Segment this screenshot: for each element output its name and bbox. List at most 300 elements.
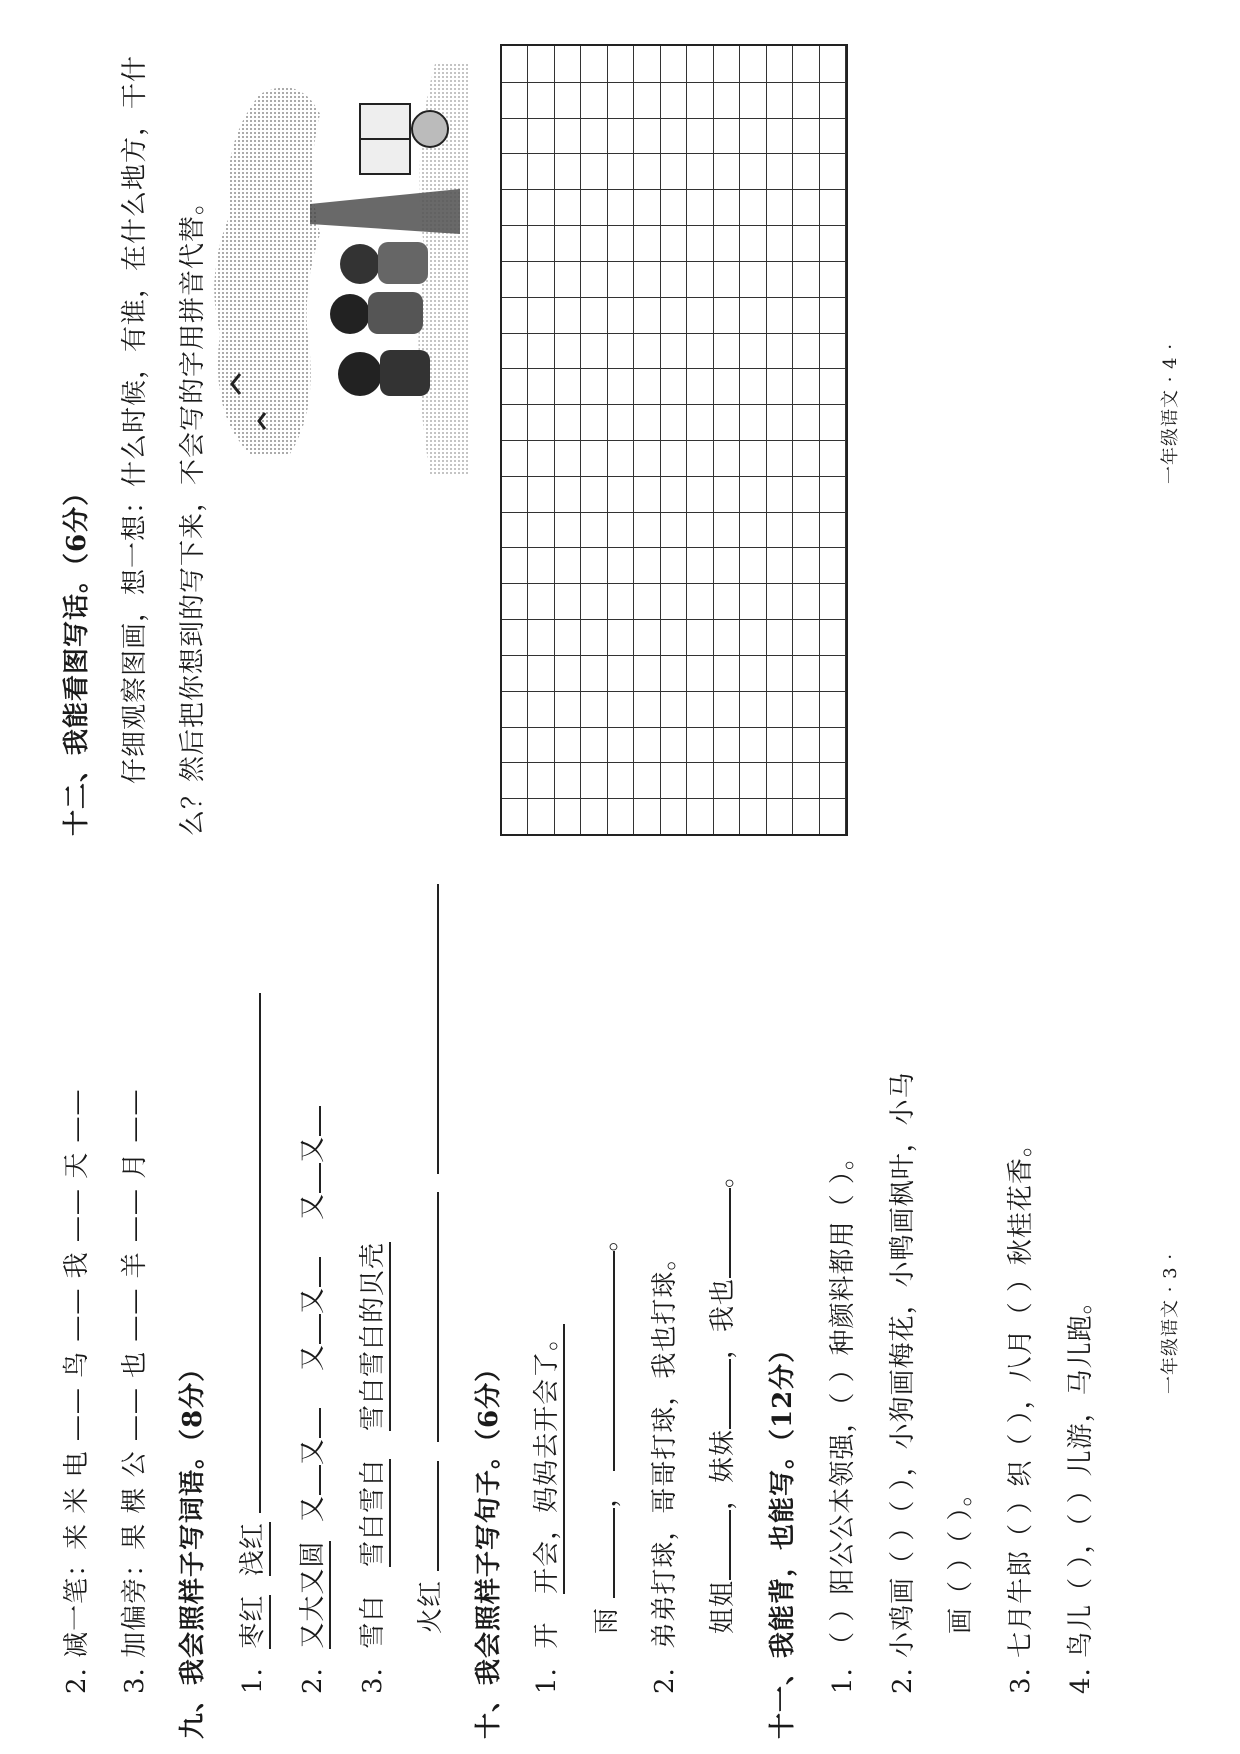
grid-spacer-cell: [581, 153, 607, 189]
grid-cell[interactable]: [767, 440, 793, 476]
grid-spacer-cell: [528, 440, 554, 476]
grid-spacer-cell: [740, 368, 766, 404]
answer-blank[interactable]: [591, 1508, 615, 1598]
grid-spacer-cell: [528, 583, 554, 619]
answer-blank[interactable]: [415, 1192, 439, 1442]
s10-item-2: 2. 弟弟打球，哥哥打球，我也打球。: [650, 1243, 680, 1694]
grid-spacer-cell: [687, 225, 713, 261]
grid-cell[interactable]: [714, 189, 740, 225]
grid-cell[interactable]: [820, 476, 846, 512]
grid-cell[interactable]: [608, 368, 634, 404]
grid-cell[interactable]: [555, 727, 581, 763]
grid-cell[interactable]: [820, 762, 846, 798]
grid-cell[interactable]: [502, 798, 528, 834]
grid-cell[interactable]: [555, 46, 581, 82]
s11-item-1: 1. （ ）阳公公本领强，（ ）种颜料都用（ ）。: [828, 1143, 858, 1694]
grid-cell[interactable]: [502, 619, 528, 655]
grid-spacer-cell: [581, 691, 607, 727]
grid-spacer-cell: [528, 691, 554, 727]
grid-cell[interactable]: [661, 368, 687, 404]
grid-cell[interactable]: [502, 655, 528, 691]
grid-cell[interactable]: [767, 153, 793, 189]
grid-cell[interactable]: [502, 297, 528, 333]
grid-cell[interactable]: [502, 547, 528, 583]
grid-cell[interactable]: [555, 118, 581, 154]
grid-cell[interactable]: [767, 333, 793, 369]
grid-cell[interactable]: [820, 404, 846, 440]
grid-spacer-cell: [793, 261, 819, 297]
grid-cell[interactable]: [608, 727, 634, 763]
grid-cell[interactable]: [820, 547, 846, 583]
grid-spacer-cell: [581, 440, 607, 476]
grid-cell[interactable]: [661, 153, 687, 189]
grid-spacer-cell: [581, 619, 607, 655]
grid-cell[interactable]: [555, 655, 581, 691]
grid-spacer-cell: [793, 333, 819, 369]
grid-cell[interactable]: [714, 118, 740, 154]
grid-cell[interactable]: [502, 727, 528, 763]
grid-spacer-cell: [581, 762, 607, 798]
page-footer-right: 一年级语文 · 4 ·: [1160, 342, 1181, 484]
grid-spacer-cell: [740, 225, 766, 261]
grid-cell[interactable]: [608, 547, 634, 583]
add-radical-line: 3. 加偏旁：果 棵 公 —— 也 —— 羊 —— 月 ——: [120, 1088, 150, 1694]
grid-cell[interactable]: [608, 333, 634, 369]
grid-spacer-cell: [634, 727, 660, 763]
grid-cell[interactable]: [661, 46, 687, 82]
grid-cell[interactable]: [767, 798, 793, 834]
grid-cell[interactable]: [502, 46, 528, 82]
grid-spacer-cell: [634, 440, 660, 476]
grid-cell[interactable]: [714, 333, 740, 369]
grid-spacer-cell: [634, 691, 660, 727]
grid-spacer-cell: [793, 476, 819, 512]
grid-spacer-cell: [793, 189, 819, 225]
grid-cell[interactable]: [714, 727, 740, 763]
s11-item-2b: 画（ ）（ ）。: [946, 1479, 976, 1634]
grid-cell[interactable]: [820, 153, 846, 189]
grid-cell[interactable]: [661, 798, 687, 834]
grid-cell[interactable]: [661, 440, 687, 476]
grid-spacer-cell: [528, 476, 554, 512]
grid-spacer-cell: [687, 261, 713, 297]
grid-cell[interactable]: [767, 82, 793, 118]
grid-spacer-cell: [634, 225, 660, 261]
grid-cell[interactable]: [502, 261, 528, 297]
grid-cell[interactable]: [767, 297, 793, 333]
grid-spacer-cell: [687, 798, 713, 834]
grid-cell[interactable]: [767, 547, 793, 583]
grid-spacer-cell: [793, 368, 819, 404]
grid-spacer-cell: [687, 476, 713, 512]
grid-cell[interactable]: [820, 333, 846, 369]
grid-spacer-cell: [634, 512, 660, 548]
grid-spacer-cell: [687, 297, 713, 333]
grid-spacer-cell: [581, 583, 607, 619]
grid-spacer-cell: [793, 82, 819, 118]
grid-spacer-cell: [740, 189, 766, 225]
section-12-title: 十二、我能看图写话。（6分）: [62, 478, 92, 836]
answer-blank[interactable]: [297, 1314, 321, 1344]
grid-cell[interactable]: [608, 261, 634, 297]
grid-cell[interactable]: [555, 82, 581, 118]
grid-cell[interactable]: [767, 727, 793, 763]
grid-cell[interactable]: [820, 619, 846, 655]
grid-cell[interactable]: [714, 82, 740, 118]
grid-cell[interactable]: [661, 404, 687, 440]
grid-spacer-cell: [581, 404, 607, 440]
grid-cell[interactable]: [661, 82, 687, 118]
grid-spacer-cell: [740, 333, 766, 369]
grid-cell[interactable]: [608, 655, 634, 691]
grid-spacer-cell: [793, 440, 819, 476]
grid-cell[interactable]: [555, 476, 581, 512]
grid-cell[interactable]: [820, 691, 846, 727]
grid-cell[interactable]: [661, 225, 687, 261]
grid-spacer-cell: [793, 404, 819, 440]
grid-spacer-cell: [581, 261, 607, 297]
s12-instruction-1: 仔细观察图画，想一想：什么时候，有谁，在什么地方，干什: [120, 54, 150, 784]
grid-spacer-cell: [687, 404, 713, 440]
grid-spacer-cell: [740, 404, 766, 440]
grid-cell[interactable]: [767, 655, 793, 691]
grid-cell[interactable]: [502, 476, 528, 512]
grid-cell[interactable]: [502, 762, 528, 798]
grid-cell[interactable]: [608, 297, 634, 333]
s10-rain-line: 雨 ， 。: [592, 1224, 622, 1634]
grid-cell[interactable]: [767, 583, 793, 619]
grid-spacer-cell: [581, 189, 607, 225]
s9-item-2: 2. 又大又圆 又又 又又 又又: [296, 1106, 330, 1694]
grid-cell[interactable]: [714, 476, 740, 512]
grid-cell[interactable]: [555, 333, 581, 369]
grid-cell[interactable]: [661, 476, 687, 512]
grid-cell[interactable]: [608, 476, 634, 512]
s9-item-3: 3. 雪白 雪白雪白 雪白雪白的贝壳: [356, 1242, 390, 1694]
grid-spacer-cell: [793, 297, 819, 333]
grid-spacer-cell: [687, 82, 713, 118]
grid-spacer-cell: [634, 368, 660, 404]
grid-spacer-cell: [687, 691, 713, 727]
answer-blank[interactable]: [297, 1106, 321, 1136]
grid-cell[interactable]: [608, 153, 634, 189]
answer-blank[interactable]: [707, 1188, 731, 1278]
grid-spacer-cell: [793, 583, 819, 619]
grid-spacer-cell: [687, 512, 713, 548]
grid-spacer-cell: [793, 762, 819, 798]
grid-spacer-cell: [740, 691, 766, 727]
s11-item-2: 2. 小鸡画（ ）（ ），小狗画梅花，小鸭画枫叶，小马: [888, 1071, 918, 1694]
answer-blank[interactable]: [297, 1408, 321, 1438]
grid-cell[interactable]: [820, 189, 846, 225]
grid-cell[interactable]: [767, 46, 793, 82]
grid-spacer-cell: [528, 404, 554, 440]
grid-spacer-cell: [528, 798, 554, 834]
grid-spacer-cell: [687, 619, 713, 655]
grid-cell[interactable]: [608, 691, 634, 727]
grid-cell[interactable]: [820, 583, 846, 619]
answer-blank[interactable]: [415, 884, 439, 1174]
grid-cell[interactable]: [502, 368, 528, 404]
grid-spacer-cell: [793, 727, 819, 763]
grid-spacer-cell: [687, 727, 713, 763]
grid-cell[interactable]: [767, 118, 793, 154]
grid-cell[interactable]: [502, 189, 528, 225]
grid-cell[interactable]: [767, 512, 793, 548]
grid-spacer-cell: [528, 368, 554, 404]
grid-cell[interactable]: [608, 46, 634, 82]
grid-cell[interactable]: [555, 440, 581, 476]
grid-spacer-cell: [793, 547, 819, 583]
grid-spacer-cell: [634, 655, 660, 691]
grid-cell[interactable]: [820, 261, 846, 297]
grid-cell[interactable]: [714, 46, 740, 82]
grid-cell[interactable]: [661, 619, 687, 655]
grid-spacer-cell: [634, 476, 660, 512]
subtract-stroke-line: 2. 减一笔：来 米 电 —— 鸟 —— 我 —— 天 ——: [62, 1088, 92, 1694]
grid-cell[interactable]: [608, 225, 634, 261]
s11-item-4: 4. 鸟儿（ ），（ ）儿游，马儿跑。: [1066, 1287, 1096, 1694]
grid-cell[interactable]: [555, 153, 581, 189]
grid-spacer-cell: [581, 225, 607, 261]
grid-cell[interactable]: [555, 225, 581, 261]
grid-cell[interactable]: [555, 368, 581, 404]
grid-spacer-cell: [581, 333, 607, 369]
grid-spacer-cell: [634, 619, 660, 655]
grid-cell[interactable]: [555, 691, 581, 727]
grid-cell[interactable]: [661, 297, 687, 333]
s12-instruction-2: 么？然后把你想到的写下来，不会写的字用拼音代替。: [178, 187, 208, 836]
grid-cell[interactable]: [608, 440, 634, 476]
grid-cell[interactable]: [608, 404, 634, 440]
grid-cell[interactable]: [714, 297, 740, 333]
answer-blank[interactable]: [591, 1251, 615, 1471]
grid-spacer-cell: [528, 512, 554, 548]
grid-cell[interactable]: [820, 440, 846, 476]
section-9-title: 九、我会照样子写词语。（8分）: [178, 1354, 208, 1739]
grid-cell[interactable]: [820, 798, 846, 834]
grid-cell[interactable]: [608, 118, 634, 154]
grid-spacer-cell: [528, 225, 554, 261]
grid-cell[interactable]: [502, 225, 528, 261]
grid-cell[interactable]: [714, 619, 740, 655]
grid-spacer-cell: [740, 46, 766, 82]
grid-spacer-cell: [793, 153, 819, 189]
grid-cell[interactable]: [820, 82, 846, 118]
grid-spacer-cell: [687, 440, 713, 476]
grid-cell[interactable]: [555, 404, 581, 440]
s9-item-1: 1. 枣红 浅红: [236, 993, 270, 1694]
grid-cell[interactable]: [820, 225, 846, 261]
grid-cell[interactable]: [714, 153, 740, 189]
grid-cell[interactable]: [555, 762, 581, 798]
grid-cell[interactable]: [820, 727, 846, 763]
grid-cell[interactable]: [714, 547, 740, 583]
grid-spacer-cell: [793, 46, 819, 82]
grid-spacer-cell: [634, 261, 660, 297]
grid-spacer-cell: [634, 82, 660, 118]
grid-spacer-cell: [528, 655, 554, 691]
grid-cell[interactable]: [661, 512, 687, 548]
grid-spacer-cell: [528, 297, 554, 333]
grid-spacer-cell: [634, 189, 660, 225]
grid-cell[interactable]: [714, 368, 740, 404]
grid-cell[interactable]: [714, 440, 740, 476]
grid-cell[interactable]: [661, 691, 687, 727]
grid-cell[interactable]: [661, 261, 687, 297]
grid-cell[interactable]: [767, 404, 793, 440]
grid-cell[interactable]: [661, 118, 687, 154]
grid-spacer-cell: [687, 333, 713, 369]
grid-cell[interactable]: [767, 261, 793, 297]
grid-cell[interactable]: [767, 189, 793, 225]
grid-cell[interactable]: [714, 691, 740, 727]
grid-spacer-cell: [528, 762, 554, 798]
grid-spacer-cell: [581, 476, 607, 512]
grid-cell[interactable]: [714, 798, 740, 834]
grid-spacer-cell: [740, 619, 766, 655]
answer-blank[interactable]: [237, 993, 261, 1513]
grid-spacer-cell: [634, 583, 660, 619]
grid-cell[interactable]: [661, 762, 687, 798]
answer-blank[interactable]: [297, 1465, 321, 1495]
grid-cell[interactable]: [767, 476, 793, 512]
grid-cell[interactable]: [661, 655, 687, 691]
answer-blank[interactable]: [707, 1510, 731, 1580]
answer-blank[interactable]: [707, 1359, 731, 1429]
grid-spacer-cell: [687, 189, 713, 225]
grid-spacer-cell: [528, 82, 554, 118]
grid-spacer-cell: [740, 655, 766, 691]
grid-cell[interactable]: [767, 225, 793, 261]
grid-spacer-cell: [740, 512, 766, 548]
grid-cell[interactable]: [555, 547, 581, 583]
grid-spacer-cell: [528, 189, 554, 225]
grid-cell[interactable]: [555, 798, 581, 834]
grid-cell[interactable]: [661, 333, 687, 369]
grid-cell[interactable]: [767, 691, 793, 727]
grid-spacer-cell: [581, 368, 607, 404]
grid-cell[interactable]: [820, 512, 846, 548]
grid-cell[interactable]: [661, 583, 687, 619]
grid-spacer-cell: [634, 404, 660, 440]
grid-spacer-cell: [740, 440, 766, 476]
grid-spacer-cell: [634, 46, 660, 82]
grid-cell[interactable]: [608, 798, 634, 834]
grid-spacer-cell: [528, 547, 554, 583]
grid-cell[interactable]: [608, 189, 634, 225]
grid-cell[interactable]: [608, 583, 634, 619]
grid-spacer-cell: [528, 118, 554, 154]
grid-cell[interactable]: [767, 619, 793, 655]
grid-spacer-cell: [634, 297, 660, 333]
answer-blank[interactable]: [415, 1461, 439, 1571]
grid-spacer-cell: [793, 118, 819, 154]
grid-cell[interactable]: [555, 189, 581, 225]
grid-cell[interactable]: [820, 655, 846, 691]
answer-blank[interactable]: [297, 1163, 321, 1193]
grid-cell[interactable]: [555, 619, 581, 655]
grid-spacer-cell: [687, 762, 713, 798]
grid-spacer-cell: [581, 46, 607, 82]
grid-cell[interactable]: [502, 153, 528, 189]
grid-cell[interactable]: [502, 82, 528, 118]
grid-cell[interactable]: [820, 368, 846, 404]
grid-cell[interactable]: [714, 512, 740, 548]
grid-cell[interactable]: [820, 118, 846, 154]
grid-cell[interactable]: [502, 512, 528, 548]
grid-spacer-cell: [581, 798, 607, 834]
grid-cell[interactable]: [714, 583, 740, 619]
grid-cell[interactable]: [661, 547, 687, 583]
grid-spacer-cell: [687, 46, 713, 82]
grid-spacer-cell: [740, 798, 766, 834]
grid-spacer-cell: [634, 333, 660, 369]
grid-cell[interactable]: [555, 261, 581, 297]
grid-spacer-cell: [528, 261, 554, 297]
grid-cell[interactable]: [767, 762, 793, 798]
s10-item-2-answer: 姐姐，妹妹，我也。: [708, 1160, 738, 1634]
writing-grid[interactable]: [500, 44, 848, 836]
grid-cell[interactable]: [608, 619, 634, 655]
grid-spacer-cell: [528, 619, 554, 655]
grid-cell[interactable]: [714, 404, 740, 440]
grid-cell[interactable]: [714, 261, 740, 297]
grid-cell[interactable]: [767, 368, 793, 404]
grid-cell[interactable]: [502, 440, 528, 476]
grid-cell[interactable]: [820, 297, 846, 333]
grid-cell[interactable]: [555, 512, 581, 548]
grid-cell[interactable]: [555, 583, 581, 619]
grid-cell[interactable]: [714, 225, 740, 261]
grid-cell[interactable]: [608, 512, 634, 548]
answer-blank[interactable]: [297, 1257, 321, 1287]
grid-cell[interactable]: [502, 404, 528, 440]
grid-spacer-cell: [687, 547, 713, 583]
grid-cell[interactable]: [502, 583, 528, 619]
grid-spacer-cell: [687, 153, 713, 189]
grid-spacer-cell: [687, 583, 713, 619]
grid-spacer-cell: [581, 727, 607, 763]
grid-spacer-cell: [634, 118, 660, 154]
grid-spacer-cell: [740, 583, 766, 619]
s11-item-3: 3. 七月牛郎（ ）织（ ），八月（ ）秋桂花香。: [1006, 1130, 1036, 1694]
grid-cell[interactable]: [555, 297, 581, 333]
s10-item-1: 1. 开 开会，妈妈去开会了。: [530, 1324, 564, 1694]
grid-spacer-cell: [793, 691, 819, 727]
grid-spacer-cell: [740, 261, 766, 297]
grid-spacer-cell: [528, 333, 554, 369]
s9-item-4: 火红: [414, 884, 448, 1634]
grid-cell[interactable]: [502, 333, 528, 369]
grid-cell[interactable]: [661, 727, 687, 763]
grid-cell[interactable]: [608, 82, 634, 118]
grid-cell[interactable]: [502, 691, 528, 727]
grid-cell[interactable]: [661, 189, 687, 225]
section-11-title: 十一、我能背，也能写。（12分）: [768, 1335, 798, 1739]
grid-spacer-cell: [793, 655, 819, 691]
grid-cell[interactable]: [820, 46, 846, 82]
grid-spacer-cell: [581, 655, 607, 691]
grid-cell[interactable]: [608, 762, 634, 798]
grid-spacer-cell: [634, 798, 660, 834]
grid-spacer-cell: [793, 225, 819, 261]
grid-cell[interactable]: [502, 118, 528, 154]
grid-spacer-cell: [740, 82, 766, 118]
grid-spacer-cell: [634, 547, 660, 583]
grid-cell[interactable]: [714, 655, 740, 691]
grid-cell[interactable]: [714, 762, 740, 798]
